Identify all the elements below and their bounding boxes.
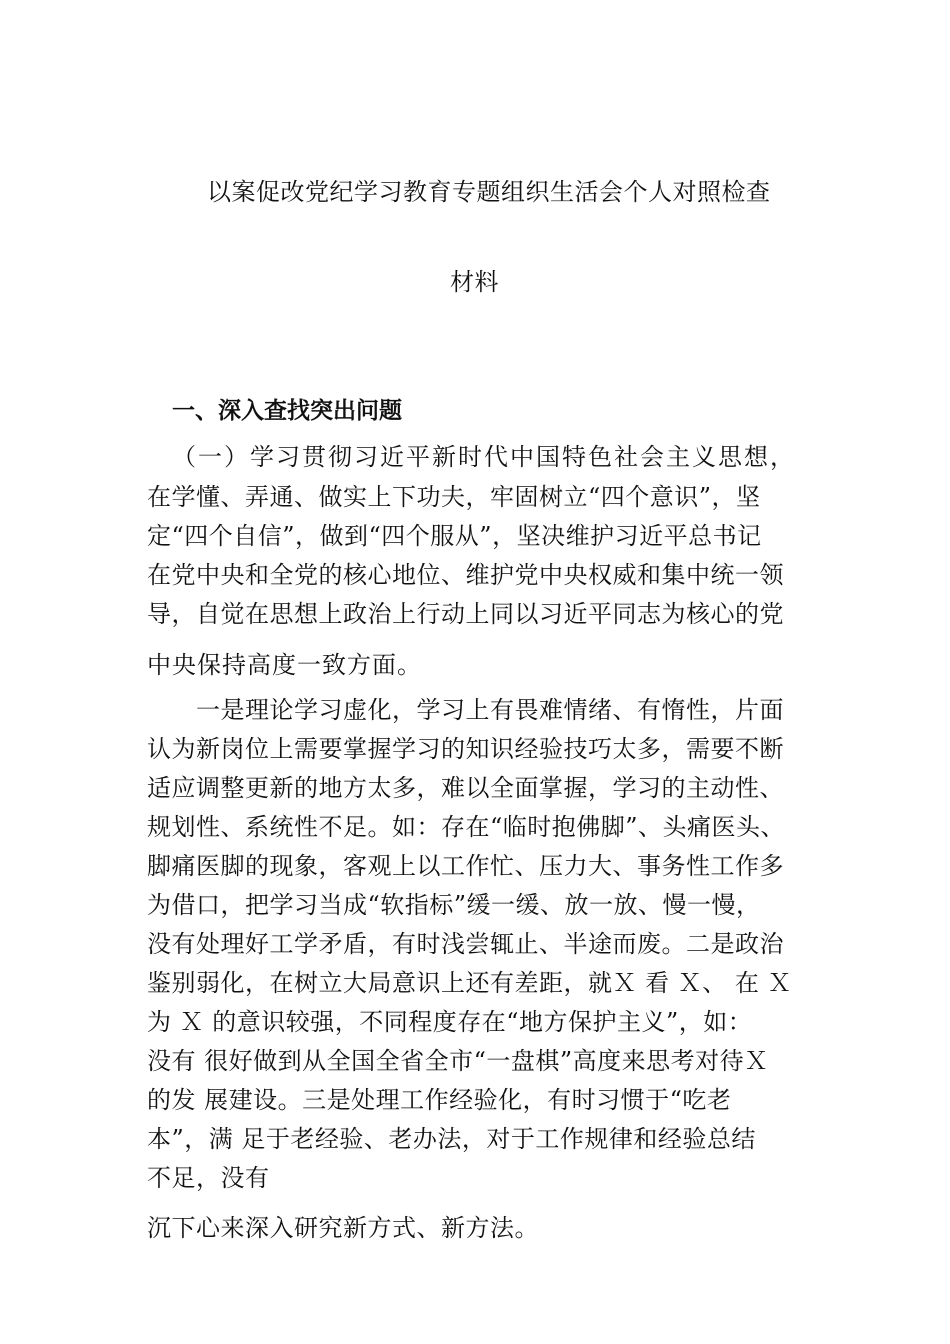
paragraph-line: 不足，没有	[147, 1164, 270, 1192]
paragraph-line: 定“四个自信”，做到“四个服从”，坚决维护习近平总书记	[147, 522, 762, 550]
paragraph-line: 在党中央和全党的核心地位、维护党中央权威和集中统一领	[147, 561, 784, 589]
paragraph-line: 鉴别弱化，在树立大局意识上还有差距，就Ｘ 看 Ｘ、 在 Ｘ	[147, 969, 793, 997]
paragraph-line: 没有 很好做到从全国全省全市“一盘棋”高度来思考对待Ｘ	[147, 1047, 769, 1075]
paragraph-line: 没有处理好工学矛盾，有时浅尝辄止、半途而废。二是政治	[147, 930, 784, 958]
paragraph-line: 一是理论学习虚化，学习上有畏难情绪、有惰性，片面	[196, 696, 784, 724]
paragraph-line: 适应调整更新的地方太多，难以全面掌握，学习的主动性、	[147, 774, 784, 802]
paragraph-line: 导，自觉在思想上政治上行动上同以习近平同志为核心的党	[147, 600, 784, 628]
paragraph-line: 在学懂、弄通、做实上下功夫，牢固树立“四个意识”，坚	[147, 483, 761, 511]
paragraph-line: 规划性、系统性不足。如：存在“临时抱佛脚”、头痛医头、	[147, 813, 786, 841]
paragraph-line: 认为新岗位上需要掌握学习的知识经验技巧太多，需要不断	[147, 735, 784, 763]
paragraph-line: 为借口，把学习当成“软指标”缓一缓、放一放、慢一慢，	[147, 891, 761, 919]
paragraph-line: 沉下心来深入研究新方式、新方法。	[147, 1214, 539, 1242]
paragraph-line: 脚痛医脚的现象，客观上以工作忙、压力大、事务性工作多	[147, 852, 784, 880]
paragraph-line: 中央保持高度一致方面。	[147, 651, 422, 679]
document-title-line-2: 材料	[450, 268, 499, 296]
document-title-line-1: 以案促改党纪学习教育专题组织生活会个人对照检查	[207, 178, 771, 206]
section-heading: 一、深入查找突出问题	[172, 398, 402, 424]
paragraph-line: 本”，满 足于老经验、老办法，对于工作规律和经验总结	[147, 1125, 756, 1153]
paragraph-line: 的发 展建设。三是处理工作经验化，有时习惯于“吃老	[147, 1086, 732, 1114]
paragraph-line: （一）学习贯彻习近平新时代中国特色社会主义思想，	[172, 443, 796, 471]
paragraph-line: 为 Ｘ 的意识较强，不同程度存在“地方保护主义”，如：	[147, 1008, 753, 1036]
